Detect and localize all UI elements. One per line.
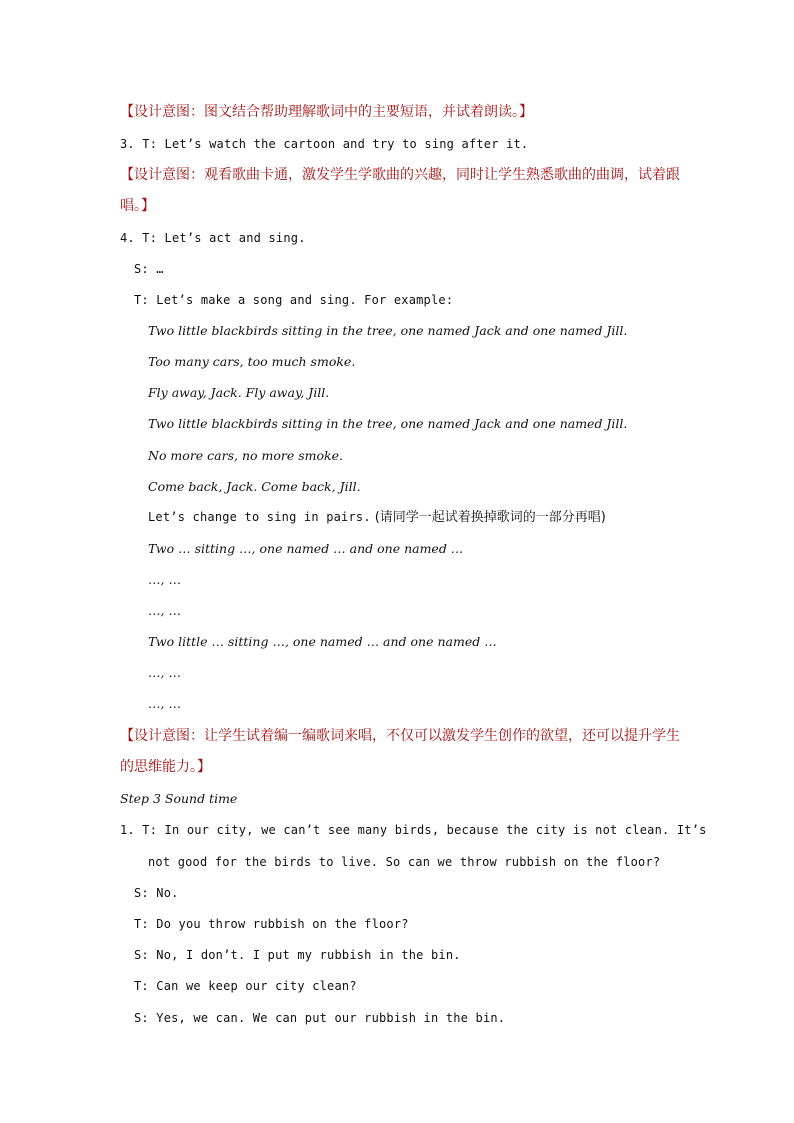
dialogue-line: S: Yes, we can. We can put our rubbish in the bin.	[134, 1011, 506, 1025]
template-line: Two … sitting …, one named … and one named …	[148, 541, 464, 556]
dialogue-line: T: Do you throw rubbish on the floor?	[134, 917, 409, 931]
pairs-instruction-en: Let’s change to sing in pairs.	[148, 510, 371, 524]
dialogue-line: 1. T: In our city, we can’t see many birds, because the city is not clean. It’s	[120, 823, 707, 837]
step-line-4: 4. T: Let’s act and sing.	[120, 231, 306, 245]
song-line: No more cars, no more smoke.	[148, 448, 343, 463]
song-line: Come back, Jack. Come back, Jill.	[148, 479, 361, 494]
template-line: Two little … sitting …, one named … and one named …	[148, 634, 497, 649]
design-note-2-line2: 唱。】	[120, 198, 155, 214]
dialogue-line: not good for the birds to live. So can we throw rubbish on the floor?	[148, 855, 661, 869]
design-note-3-line1: 【设计意图：让学生试着编一编歌词来唱，不仅可以激发学生创作的欲望，还可以提升学生	[120, 728, 680, 744]
design-note-1: 【设计意图：图文结合帮助理解歌词中的主要短语，并试着朗读。】	[120, 104, 533, 120]
dialogue-line: S: No, I don’t. I put my rubbish in the bin.	[134, 948, 461, 962]
step-line-3: 3. T: Let’s watch the cartoon and try to sing after it.	[120, 137, 529, 151]
student-reply: S: …	[134, 262, 164, 276]
design-note-2-line1: 【设计意图：观看歌曲卡通，激发学生学歌曲的兴趣，同时让学生熟悉歌曲的曲调，试着跟	[120, 167, 680, 183]
song-line: Two little blackbirds sitting in the tree, one named Jack and one named Jill.	[148, 323, 628, 338]
template-line: …, …	[148, 696, 181, 711]
song-line: Two little blackbirds sitting in the tree, one named Jack and one named Jill.	[148, 416, 628, 431]
teacher-instruction: T: Let’s make a song and sing. For example:	[134, 293, 454, 307]
design-note-3-line2: 的思维能力。】	[120, 759, 211, 775]
pairs-instruction	[148, 509, 606, 526]
dialogue-line: S: No.	[134, 886, 179, 900]
template-line: …, …	[148, 665, 181, 680]
pairs-instruction-cn: (请同学一起试着换掉歌词的一部分再唱)	[374, 510, 606, 525]
song-line: Fly away, Jack. Fly away, Jill.	[148, 385, 330, 400]
template-line: …, …	[148, 603, 181, 618]
template-line: …, …	[148, 572, 181, 587]
dialogue-line: T: Can we keep our city clean?	[134, 979, 357, 993]
step-heading: Step 3 Sound time	[120, 791, 238, 806]
song-line: Too many cars, too much smoke.	[148, 354, 356, 369]
